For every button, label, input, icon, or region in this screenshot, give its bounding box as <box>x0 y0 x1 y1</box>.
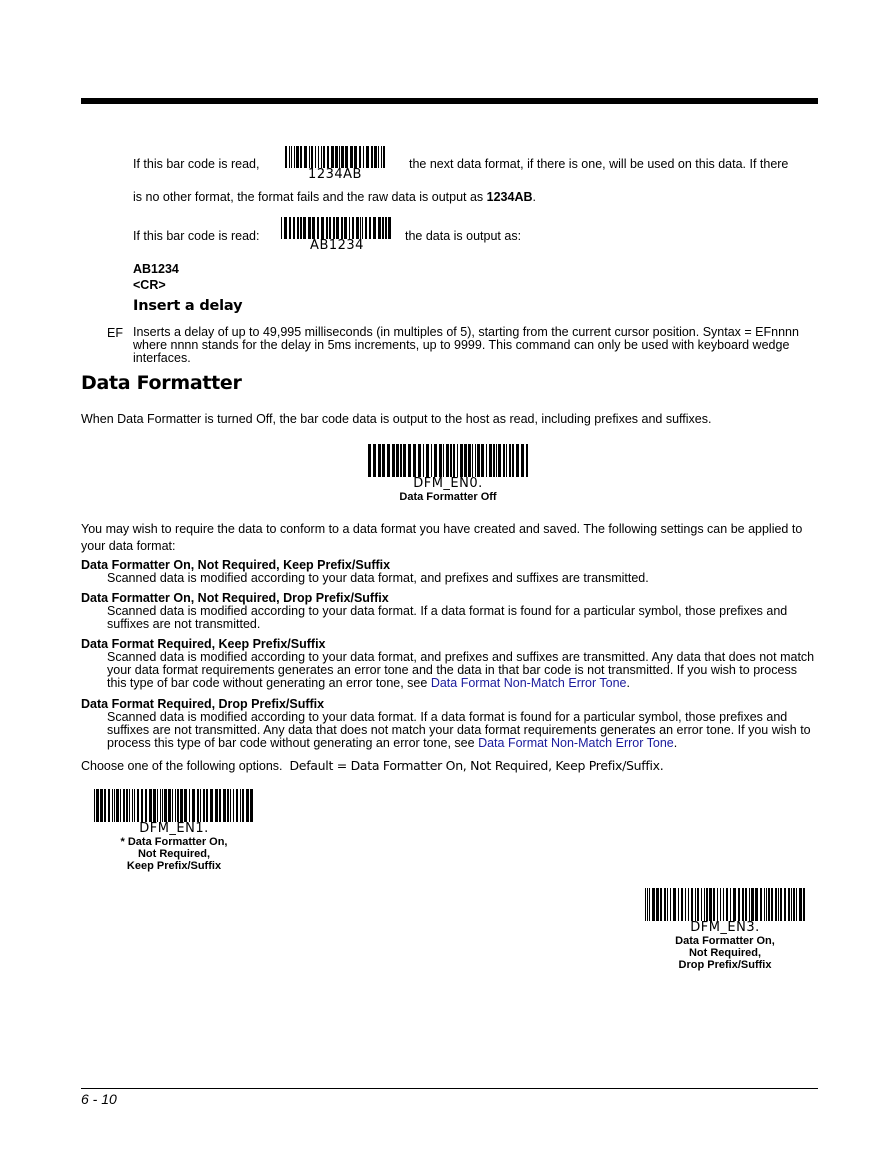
barcode-caption-line3: Keep Prefix/Suffix <box>126 860 222 872</box>
data-formatter-title: Data Formatter <box>81 372 242 394</box>
barcode-label: DFM_EN1. <box>139 821 209 836</box>
barcode-label: DFM_EN3. <box>690 920 760 935</box>
barcode-bars <box>368 444 528 477</box>
barcode-caption-line3: Drop Prefix/Suffix <box>678 959 772 971</box>
example1-line2-bold: 1234AB <box>486 190 533 204</box>
barcode-label: 1234AB <box>308 167 362 182</box>
barcode-ab1234[interactable] <box>280 217 394 253</box>
example1-line2-period: . <box>532 190 537 204</box>
option-text <box>107 711 818 750</box>
option-heading: Data Format Required, Drop Prefix/Suffix <box>81 697 325 711</box>
barcode-dfm-en3[interactable] <box>643 888 807 971</box>
barcode-1234ab[interactable] <box>284 146 386 182</box>
option-text: Scanned data is modified according to your data format. If a data format is found for a particular symbol, those prefixes and suffixes are not transmitted. <box>107 604 788 631</box>
example1-trail: the next data format, if there is one, will be used on this data. If there <box>409 157 789 171</box>
insert-delay-title: Insert a delay <box>133 298 243 314</box>
data-formatter-para: You may wish to require the data to conform to a data format you have created and saved. The following settings can be applied to your data format: <box>81 522 803 553</box>
bottom-rule <box>81 1088 818 1089</box>
barcode-bars <box>281 217 393 239</box>
page-number: 6 - 10 <box>81 1091 117 1107</box>
default-note: Default = Data Formatter On, Not Required, Keep Prefix/Suffix. <box>289 758 664 773</box>
option-text: Scanned data is modified according to your data format, and prefixes and suffixes are transmitted. <box>107 571 649 585</box>
option-drop-not-required <box>81 592 818 631</box>
barcode-bars <box>645 888 805 921</box>
barcode-caption-line2: Not Required, <box>688 947 762 959</box>
insert-delay-code: EF <box>107 326 123 340</box>
barcode-bars <box>285 146 385 168</box>
option-text-period: . <box>626 676 630 690</box>
barcode-caption-line1: Data Formatter On, <box>675 935 775 947</box>
non-match-error-tone-link[interactable]: Data Format Non-Match Error Tone <box>478 736 674 750</box>
non-match-error-tone-link[interactable]: Data Format Non-Match Error Tone <box>430 676 627 690</box>
example2-lead: If this bar code is read: <box>133 229 260 243</box>
example2-output-2: <CR> <box>133 278 166 292</box>
option-text-body: Scanned data is modified according to your data format. If a data format is found for a particular symbol, those prefixes and suffixes are not transmitted. Any data that does not match your data format requirements generates an error tone. If you wish to process this type of bar code without generating an error tone, see <box>107 710 811 750</box>
barcode-dfm-en1[interactable] <box>92 789 256 872</box>
example2-trail: the data is output as: <box>405 229 522 243</box>
barcode-label: DFM_EN0. <box>413 476 483 491</box>
option-heading: Data Formatter On, Not Required, Drop Prefix/Suffix <box>81 591 389 605</box>
insert-delay-text: Inserts a delay of up to 49,995 milliseconds (in multiples of 5), starting from the current cursor position. Syntax = EFnnnn where nnnn stands for the delay in 5ms increments, up to 9999. This command can only be used with keyboard wedge interfaces. <box>133 325 799 365</box>
example1-line2-text: is no other format, the format fails and the raw data is output as <box>133 190 487 204</box>
option-heading: Data Formatter On, Not Required, Keep Prefix/Suffix <box>81 558 391 572</box>
option-text <box>107 651 818 690</box>
barcode-dfm-en0[interactable] <box>366 444 530 503</box>
top-rule <box>81 98 818 104</box>
example1-lead: If this bar code is read, <box>133 157 260 171</box>
example1-line2 <box>133 190 536 204</box>
option-text-period: . <box>673 736 678 750</box>
barcode-caption-line2: Not Required, <box>137 848 211 860</box>
option-drop-required <box>81 698 818 750</box>
barcode-label: AB1234 <box>310 238 364 253</box>
option-keep-required <box>81 638 818 690</box>
barcode-caption: Data Formatter Off <box>399 491 497 503</box>
barcode-bars <box>94 789 254 822</box>
option-heading: Data Format Required, Keep Prefix/Suffix <box>81 637 326 651</box>
option-keep-not-required <box>81 559 818 585</box>
data-formatter-intro: When Data Formatter is turned Off, the bar code data is output to the host as read, including prefixes and suffixes. <box>81 412 712 426</box>
choose-text: Choose one of the following options. <box>81 759 283 773</box>
example2-output-1: AB1234 <box>133 262 179 276</box>
choose-options <box>81 759 663 773</box>
barcode-caption-line1: * Data Formatter On, <box>120 836 228 848</box>
option-text-body: Scanned data is modified according to your data format, and prefixes and suffixes are transmitted. Any data that does not match your data format requirements generates an error tone and the data in that bar code is not transmitted. If you wish to process this type of bar code without generating an error tone, see <box>107 650 815 690</box>
